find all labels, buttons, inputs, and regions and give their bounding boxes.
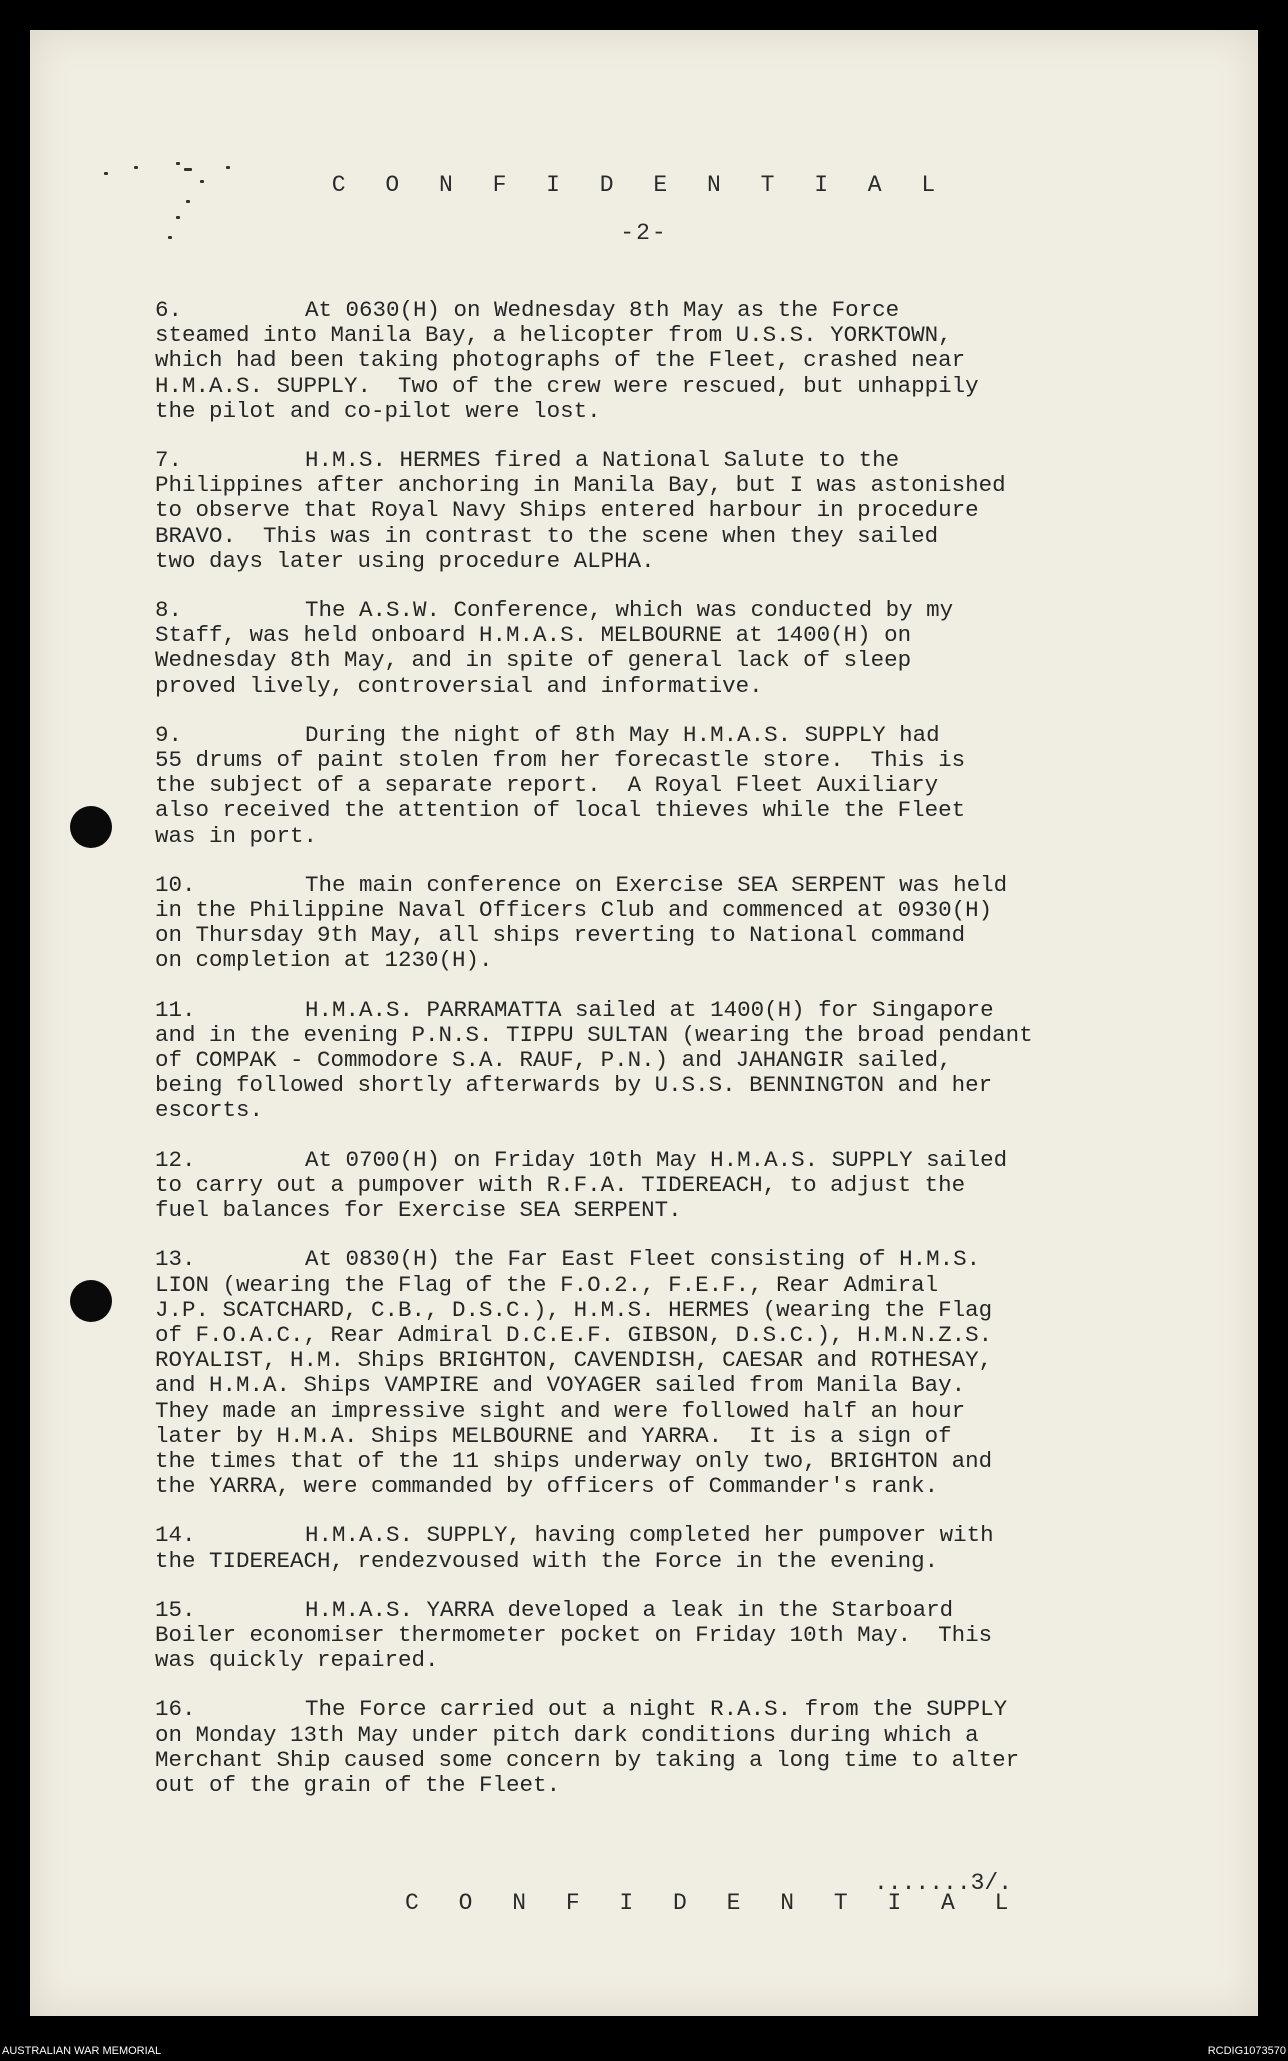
paragraph-number: 16. — [155, 1696, 196, 1723]
paragraph-number: 6. — [155, 297, 183, 323]
punch-hole — [70, 1280, 112, 1322]
paragraph — [155, 1523, 1165, 1573]
document-body — [155, 298, 1165, 1822]
archive-strip — [0, 2041, 1288, 2061]
paragraph-first-line: At 0630(H) on Wednesday 8th May as the Force — [305, 297, 900, 323]
paragraph-text: the TIDEREACH, rendezvoused with the Force in the evening. — [155, 1547, 939, 1574]
paragraph — [155, 1697, 1165, 1798]
paragraph-number: 14. — [155, 1522, 196, 1549]
paragraph-number: 13. — [155, 1246, 196, 1273]
paragraph — [155, 598, 1165, 699]
staple-marks — [100, 150, 240, 270]
paragraph-text: Philippines after anchoring in Manila Bay, but I was astonished to observe that Royal Navy Ships entered harbour in procedure BRAVO. This was in contrast to the scene when they sailed two days later using procedure ALPHA. — [155, 472, 1006, 574]
paragraph-text: 55 drums of paint stolen from her forecastle store. This is the subject of a separate report. A Royal Fleet Auxiliary also received the attention of local thieves while the Fleet was in port. — [155, 747, 966, 849]
paragraph-text: Staff, was held onboard H.M.A.S. MELBOURNE at 1400(H) on Wednesday 8th May, and in spite of general lack of sleep proved lively, controversial and informative. — [155, 622, 912, 699]
paragraph-first-line: The A.S.W. Conference, which was conducted by my — [305, 597, 954, 624]
paragraph-number: 9. — [155, 721, 183, 748]
paragraph — [155, 998, 1165, 1124]
paragraph-number: 10. — [155, 871, 196, 898]
punch-hole — [70, 806, 112, 848]
archive-id: RCDIG1073570 — [1207, 2045, 1286, 2057]
paragraph-text: in the Philippine Naval Officers Club and commenced at 0930(H) on Thursday 9th May, all ships reverting to National command on completion at 1230(H). — [155, 897, 993, 974]
paragraph-text: Boiler economiser thermometer pocket on Friday 10th May. This was quickly repaired. — [155, 1621, 993, 1674]
paragraph-text: LION (wearing the Flag of the F.O.2., F.E.F., Rear Admiral J.P. SCATCHARD, C.B., D.S.C.), H.M.S. HERMES (wearing the Flag of F.O.A.C., Rear Admiral D.C.E.F. GIBSON, D.S.C.), H.M.N.Z.S. ROYALIST, H.M. Ships BRIGHTON, CAVENDISH, CAESAR and ROTHESAY, and H.M.A. Ships VAMPIRE and VOYAGER sailed from Manila Bay. They made an impressive sight and were followed half an hour later by H.M.A. Ships MELBOURNE and YARRA. It is a sign of the times that of the 11 ships underway only two, BRIGHTON and the YARRA, were commanded by officers of Commander's rank. — [155, 1271, 993, 1500]
page-number: -2- — [620, 220, 668, 246]
header-confidential: C O N F I D E N T I A L — [331, 172, 949, 198]
paragraph — [155, 1148, 1165, 1224]
paragraph — [155, 298, 1165, 424]
paragraph-first-line: H.M.A.S. YARRA developed a leak in the Starboard — [305, 1596, 954, 1623]
paragraph-first-line: At 0700(H) on Friday 10th May H.M.A.S. SUPPLY sailed — [305, 1146, 1008, 1173]
paragraph-first-line: H.M.S. HERMES fired a National Salute to the — [305, 447, 900, 474]
paragraph-text: on Monday 13th May under pitch dark conditions during which a Merchant Ship caused some concern by taking a long time to alter out of the grain of the Fleet. — [155, 1721, 1020, 1798]
paragraph-number: 15. — [155, 1596, 196, 1623]
paragraph-first-line: The main conference on Exercise SEA SERPENT was held — [305, 871, 1008, 898]
paragraph-first-line: The Force carried out a night R.A.S. from the SUPPLY — [305, 1696, 1008, 1723]
footer-confidential: C O N F I D E N T I A L — [405, 1890, 1022, 1916]
paragraph-text: and in the evening P.N.S. TIPPU SULTAN (wearing the broad pendant of COMPAK - Commodore S.A. RAUF, P.N.) and JAHANGIR sailed, being followed shortly afterwards by U.S.S. BENNINGTON and her escorts. — [155, 1021, 1033, 1124]
paragraph-text: steamed into Manila Bay, a helicopter from U.S.S. YORKTOWN, which had been taking photographs of the Fleet, crashed near H.M.A.S. SUPPLY. Two of the crew were rescued, but unhappily the pilot and co-pilot were lost. — [155, 322, 979, 424]
paragraph — [155, 1247, 1165, 1499]
paragraph-number: 7. — [155, 447, 183, 474]
paragraph-first-line: H.M.A.S. PARRAMATTA sailed at 1400(H) for Singapore — [305, 996, 994, 1023]
paragraph-first-line: During the night of 8th May H.M.A.S. SUPPLY had — [305, 721, 940, 748]
paragraph-number: 11. — [155, 996, 196, 1023]
paragraph-first-line: H.M.A.S. SUPPLY, having completed her pumpover with — [305, 1522, 994, 1549]
archive-label: AUSTRALIAN WAR MEMORIAL — [2, 2045, 162, 2057]
paragraph — [155, 448, 1165, 574]
paragraph-text: to carry out a pumpover with R.F.A. TIDEREACH, to adjust the fuel balances for Exercise SEA SERPENT. — [155, 1171, 966, 1224]
continuation-marker: .......3/. — [874, 1870, 1013, 1896]
paragraph — [155, 873, 1165, 974]
paragraph — [155, 723, 1165, 849]
paragraph-first-line: At 0830(H) the Far East Fleet consisting of H.M.S. — [305, 1246, 981, 1273]
paragraph-number: 8. — [155, 597, 183, 624]
paragraph-number: 12. — [155, 1146, 196, 1173]
paragraph — [155, 1598, 1165, 1674]
